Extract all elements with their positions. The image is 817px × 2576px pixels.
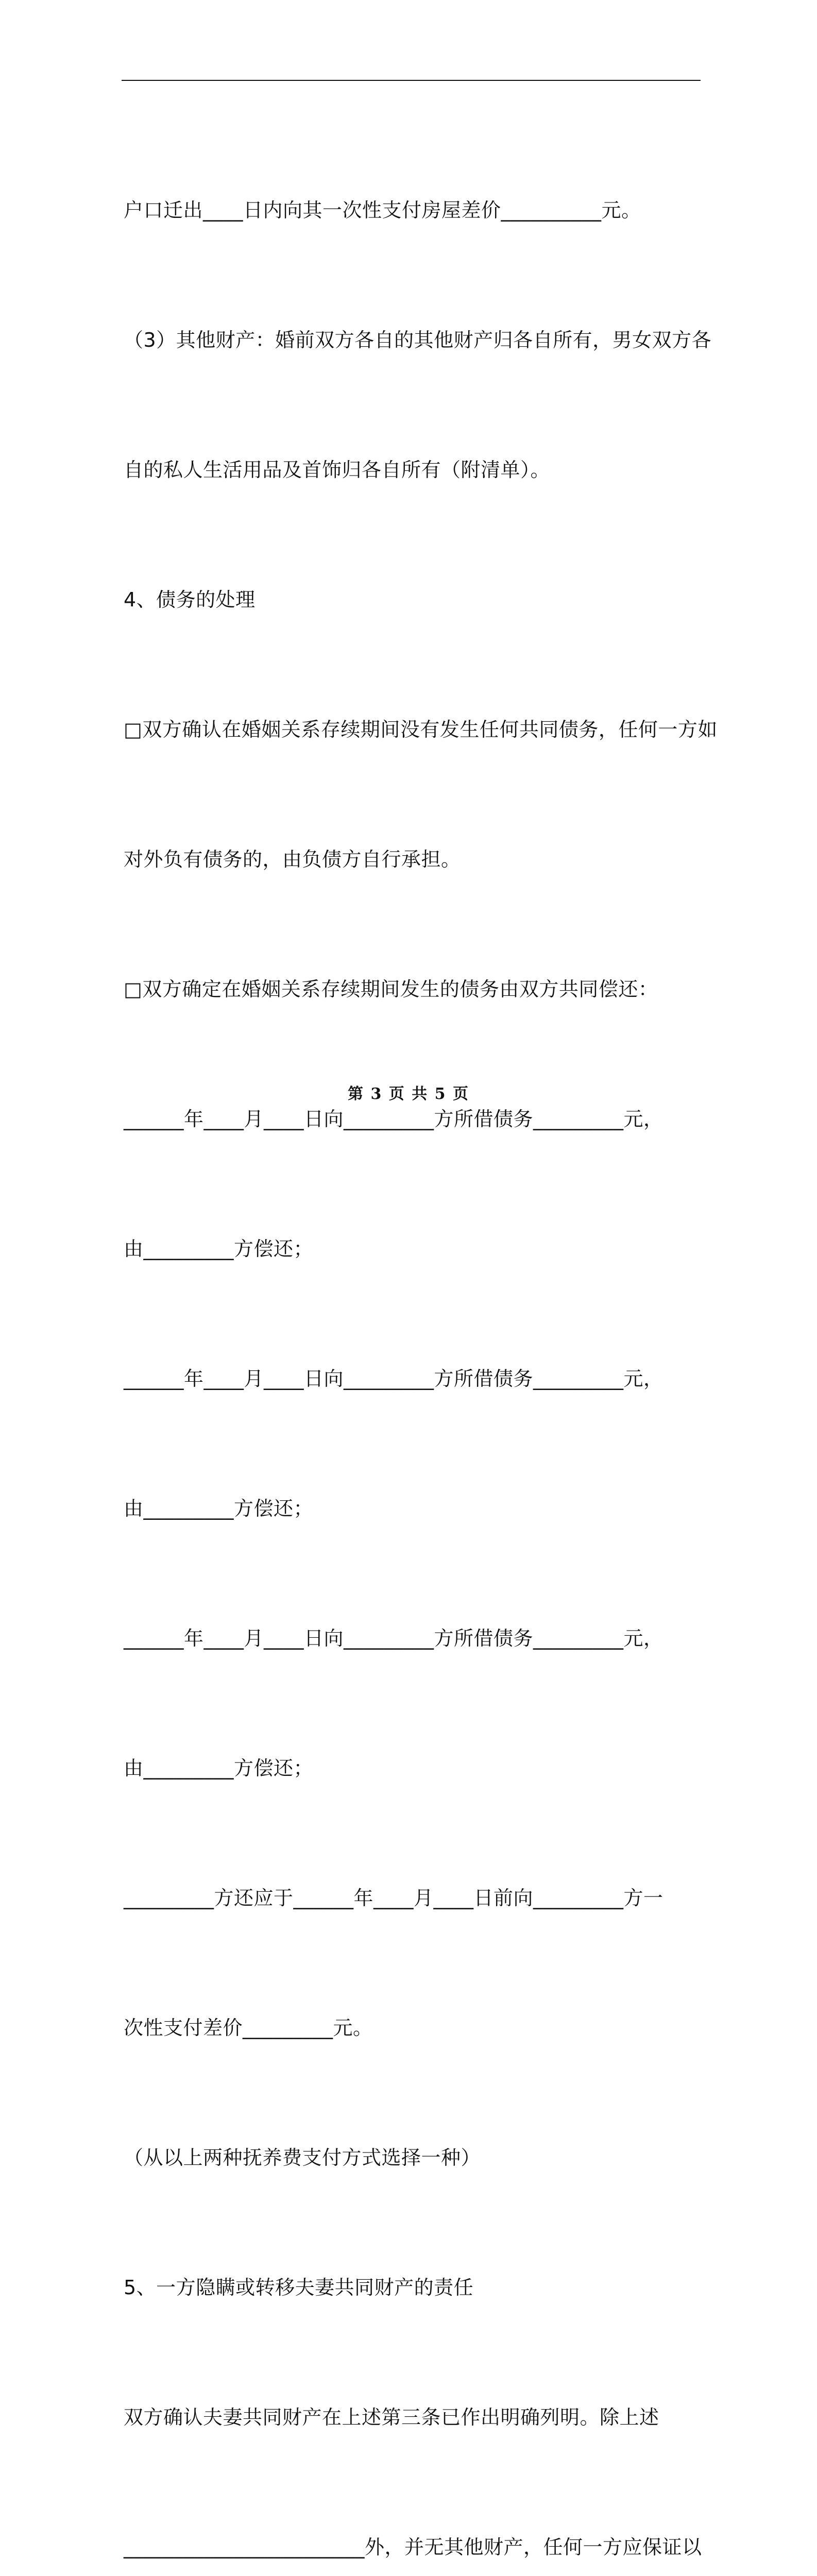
body-line: （从以上两种抚养费支付方式选择一种）	[124, 2146, 481, 2169]
body-line: 自的私人生活用品及首饰归各自所有（附清单）。	[124, 459, 551, 481]
body-line: 双方确认夫妻共同财产在上述第三条已作出明确列明。除上述	[124, 2406, 659, 2429]
blank-fill-line: _________方还应于______年____月____日前向_________方一	[124, 1887, 663, 1909]
checkbox-option-line: □双方确定在婚姻关系存续期间发生的债务由双方共同偿还：	[124, 978, 658, 1001]
page-number-footer: 第 3 页 共 5 页	[348, 1085, 469, 1103]
blank-fill-line: 由_________方偿还；	[124, 1238, 314, 1260]
section-heading: 5、一方隐瞒或转移夫妻共同财产的责任	[124, 2276, 474, 2299]
blank-fill-line: ______年____月____日向_________方所借债务_________元，	[124, 1108, 663, 1130]
header-rule	[122, 80, 701, 81]
section-heading: 4、债务的处理	[124, 588, 256, 611]
document-body	[124, 102, 718, 2576]
body-line: 户口迁出____日内向其一次性支付房屋差价__________元。	[124, 199, 641, 222]
blank-fill-line: ______年____月____日向_________方所借债务_________元，	[124, 1367, 663, 1390]
body-line: 对外负有债务的，由负债方自行承担。	[124, 848, 461, 871]
blank-fill-line: ________________________外，并无其他财产，任何一方应保证以	[124, 2536, 702, 2558]
blank-fill-line: 次性支付差价_________元。	[124, 2016, 373, 2039]
blank-fill-line: 由_________方偿还；	[124, 1757, 314, 1780]
body-line: （3）其他财产：婚前双方各自的其他财产归各自所有，男女双方各	[124, 329, 712, 351]
blank-fill-line: 由_________方偿还；	[124, 1497, 314, 1520]
blank-fill-line: ______年____月____日向_________方所借债务_________元，	[124, 1627, 663, 1650]
checkbox-option-line: □双方确认在婚姻关系存续期间没有发生任何共同债务，任何一方如	[124, 718, 718, 741]
